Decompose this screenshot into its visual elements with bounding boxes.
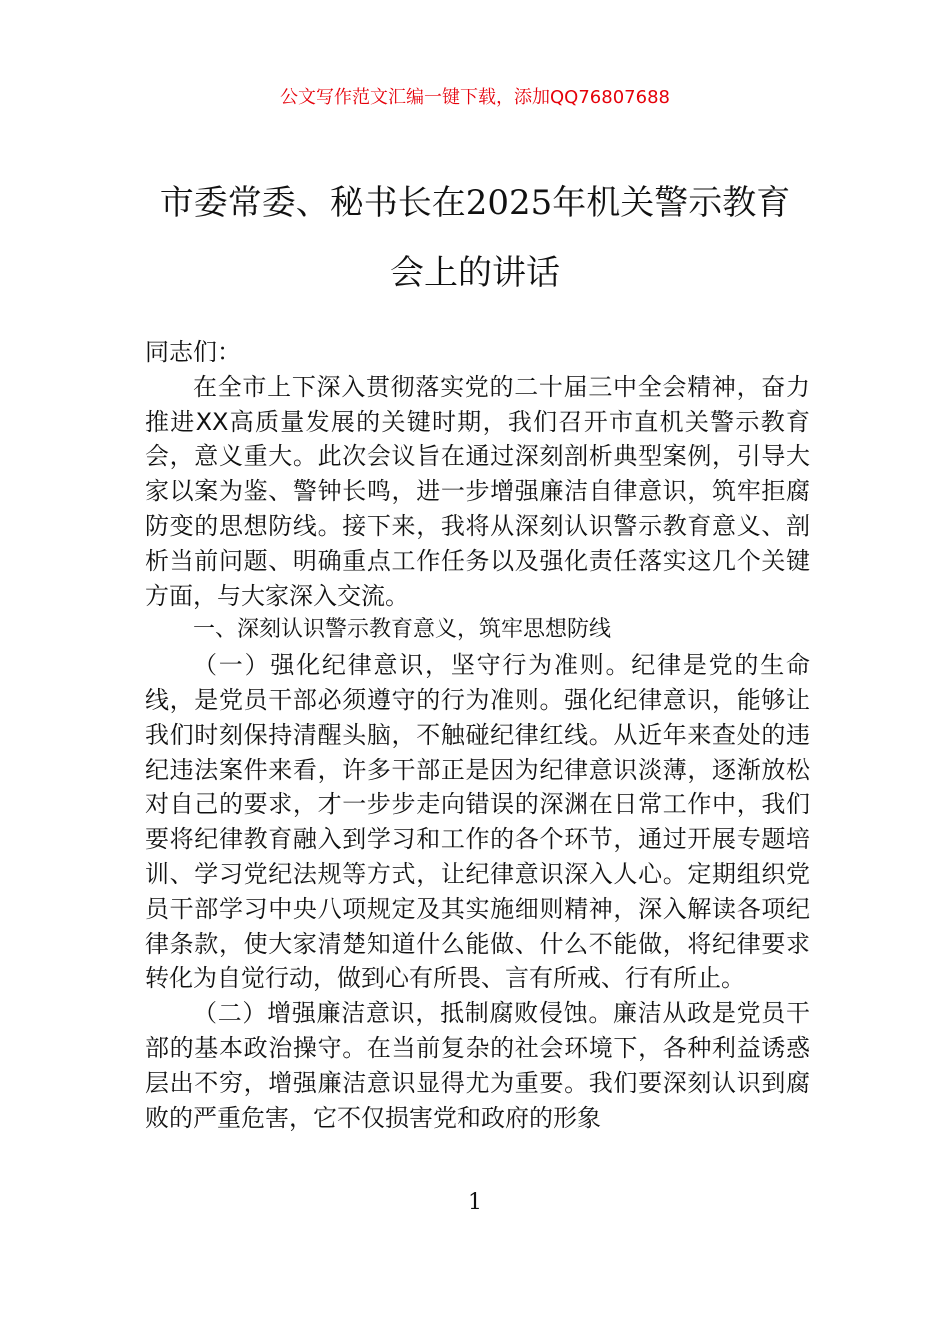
document-body xyxy=(145,335,810,1135)
title-line-2: 会上的讲话 xyxy=(390,253,560,293)
page-number: 1 xyxy=(468,1190,482,1215)
salutation: 同志们： xyxy=(145,338,241,366)
title-line-1: 市委常委、秘书长在2025年机关警示教育 xyxy=(159,183,791,223)
paragraph-discipline: （一）强化纪律意识，坚守行为准则。纪律是党的生命线，是党员干部必须遵守的行为准则。强化纪律意识，能够让我们时刻保持清醒头脑，不触碰纪律红线。从近年来查处的违纪违法案件来看，许多干部正是因为纪律意识淡薄，逐渐放松对自己的要求，才一步步走向错误的深渊在日常工作中，我们要将纪律教育融入到学习和工作的各个环节，通过开展专题培训、学习党纪法规等方式，让纪律意识深入人心。定期组织党员干部学习中央八项规定及其实施细则精神，深入解读各项纪律条款，使大家清楚知道什么能做、什么不能做，将纪律要求转化为自觉行动，做到心有所畏、言有所戒、行有所止。 xyxy=(145,651,810,993)
section-heading-1: 一、深刻认识警示教育意义，筑牢思想防线 xyxy=(193,617,612,643)
download-banner: 公文写作范文汇编一键下载，添加QQ76807688 xyxy=(280,87,670,108)
paragraph-integrity: （二）增强廉洁意识，抵制腐败侵蚀。廉洁从政是党员干部的基本政治操守。在当前复杂的社会环境下，各种利益诱惑层出不穷，增强廉洁意识显得尤为重要。我们要深刻认识到腐败的严重危害，它不仅损害党和政府的形象 xyxy=(145,999,810,1132)
intro-paragraph: 在全市上下深入贯彻落实党的二十届三中全会精神，奋力推进XX高质量发展的关键时期，我们召开市直机关警示教育会，意义重大。此次会议旨在通过深刻剖析典型案例，引导大家以案为鉴、警钟长鸣，进一步增强廉洁自律意识，筑牢拒腐防变的思想防线。接下来，我将从深刻认识警示教育意义、剖析当前问题、明确重点工作任务以及强化责任落实这几个关键方面，与大家深入交流。 xyxy=(145,372,810,610)
document-title xyxy=(110,168,840,308)
